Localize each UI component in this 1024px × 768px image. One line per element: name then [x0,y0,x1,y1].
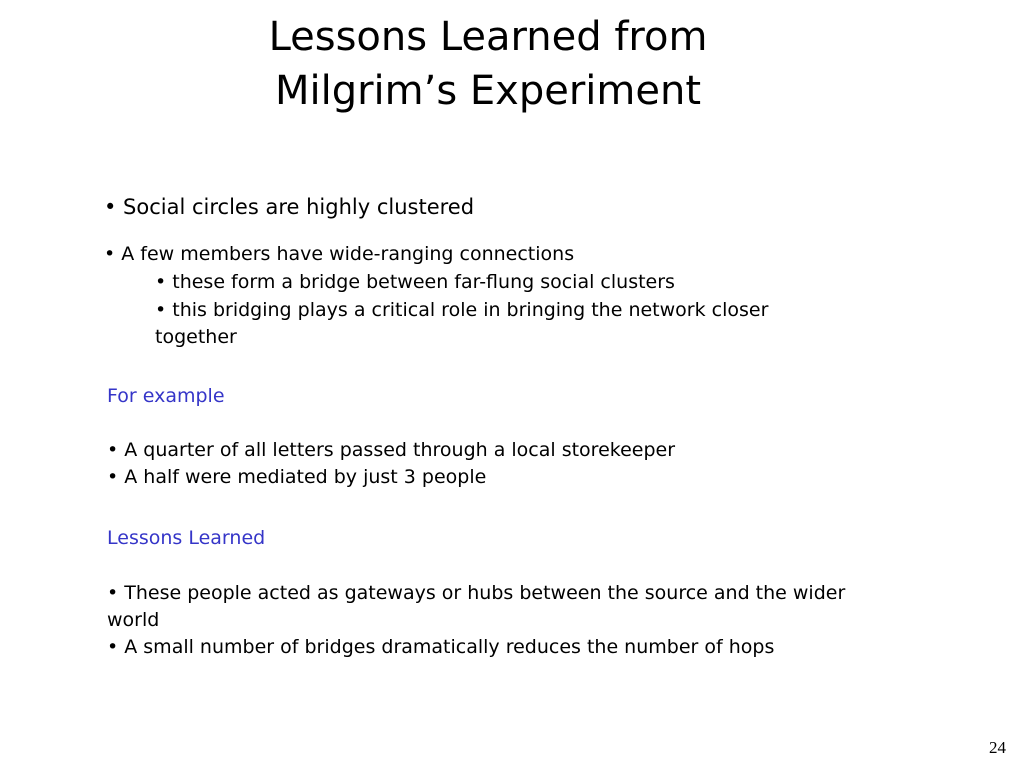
example-bullet-half: • A half were mediated by just 3 people [107,466,487,488]
lesson-bullet-bridges: • A small number of bridges dramatically reduces the number of hops [107,636,775,658]
title-line-2: Milgrim’s Experiment [274,68,702,114]
title-line-1: Lessons Learned from [268,14,708,60]
sub-bullet-bridging-line-2: together [155,326,237,348]
example-bullet-quarter: • A quarter of all letters passed through a local storekeeper [107,439,676,461]
sub-bullet-bridging-line-1: • this bridging plays a critical role in bringing the network closer [155,299,769,321]
lesson-bullet-gateways-line-1: • These people acted as gateways or hubs between the source and the wider [107,582,846,604]
sub-bullet-bridge: • these form a bridge between far-flung social clusters [155,271,675,293]
page-number: 24 [989,738,1006,757]
bullet-few-members: • A few members have wide-ranging connections [104,243,575,265]
example-heading: For example [107,385,225,407]
bullet-social-circles: • Social circles are highly clustered [104,195,475,219]
lessons-heading: Lessons Learned [107,527,266,549]
slide-title [0,10,976,118]
lesson-bullet-gateways-line-2: world [107,609,160,631]
